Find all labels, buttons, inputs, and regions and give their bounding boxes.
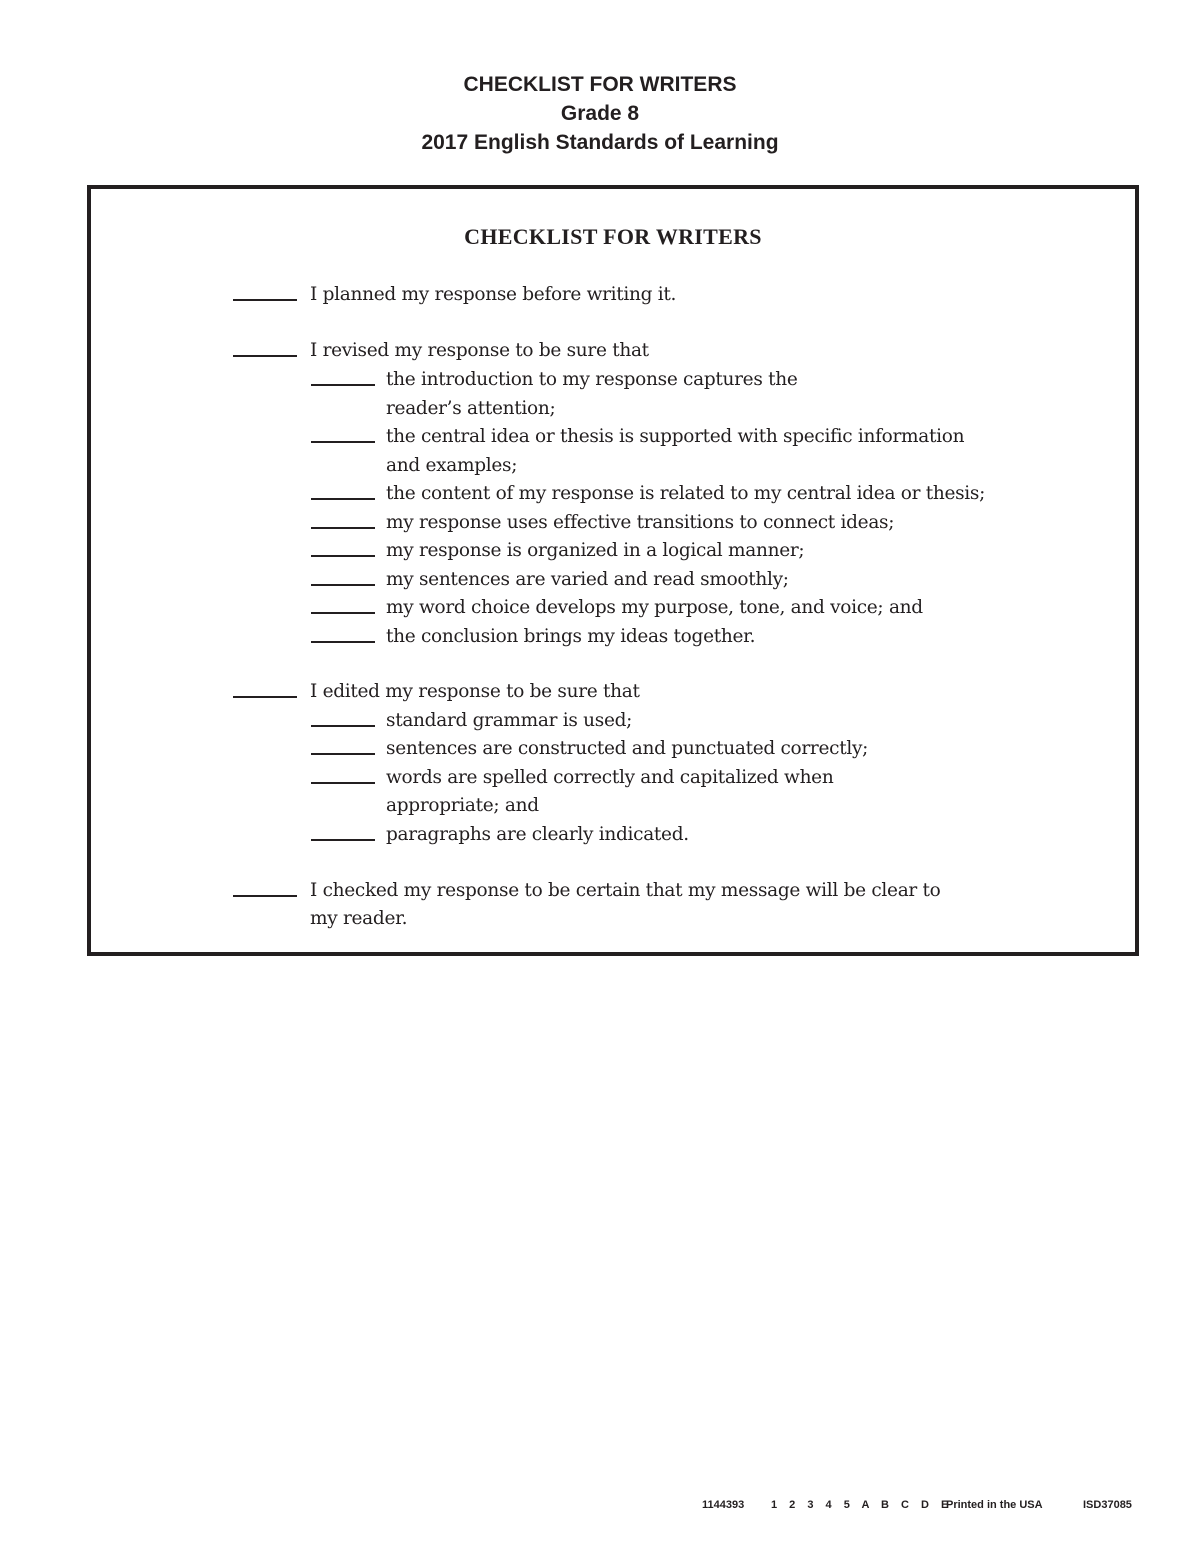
sub-item-text: paragraphs are clearly indicated. [386, 824, 689, 845]
page-subtitle: 2017 English Standards of Learning [421, 131, 779, 154]
check-blank[interactable] [311, 839, 375, 841]
check-blank[interactable] [233, 299, 297, 301]
sub-item-text: sentences are constructed and punctuated correctly; [386, 738, 869, 759]
page-title: CHECKLIST FOR WRITERS [463, 73, 737, 96]
check-blank[interactable] [233, 355, 297, 357]
checklist-title: CHECKLIST FOR WRITERS [464, 224, 762, 249]
check-blank[interactable] [311, 753, 375, 755]
sub-item-text-cont: and examples; [386, 455, 518, 476]
checklist-item-edited: I edited my response to be sure that [310, 681, 640, 702]
checklist [91, 189, 1135, 952]
check-blank[interactable] [311, 612, 375, 614]
sub-item-text: the central idea or thesis is supported with specific information [386, 426, 965, 447]
check-blank[interactable] [311, 555, 375, 557]
sub-item-text: my sentences are varied and read smoothly; [386, 569, 789, 590]
check-blank[interactable] [311, 584, 375, 586]
page-header [0, 70, 1200, 157]
check-blank[interactable] [233, 696, 297, 698]
checklist-item-checked-cont: my reader. [310, 908, 408, 929]
sub-item-text: the introduction to my response captures the [386, 369, 798, 390]
check-blank[interactable] [311, 441, 375, 443]
checklist-item-planned: I planned my response before writing it. [310, 284, 677, 305]
sub-item-text: words are spelled correctly and capitalized when [386, 767, 834, 788]
sub-item-text: the content of my response is related to my central idea or thesis; [386, 483, 986, 504]
check-blank[interactable] [233, 895, 297, 897]
footer-code: 1144393 [702, 1499, 745, 1511]
check-blank[interactable] [311, 782, 375, 784]
check-blank[interactable] [311, 527, 375, 529]
check-blank[interactable] [311, 384, 375, 386]
sub-item-text: my response uses effective transitions to connect ideas; [386, 512, 895, 533]
check-blank[interactable] [311, 498, 375, 500]
sub-item-text: the conclusion brings my ideas together. [386, 626, 756, 647]
grade-label: Grade 8 [560, 102, 640, 125]
check-blank[interactable] [311, 641, 375, 643]
sub-item-text-cont: appropriate; and [386, 795, 539, 816]
sub-item-text: standard grammar is used; [386, 710, 633, 731]
footer-isd: ISD37085 [1083, 1499, 1132, 1511]
sub-item-text: my word choice develops my purpose, tone, and voice; and [386, 597, 923, 618]
sub-item-text-cont: reader’s attention; [386, 398, 556, 419]
footer-sequence: 1 2 3 4 5 A B C D E [771, 1499, 953, 1511]
check-blank[interactable] [311, 725, 375, 727]
footer-printed: Printed in the USA [946, 1499, 1043, 1511]
sub-item-text: my response is organized in a logical manner; [386, 540, 805, 561]
checklist-box [87, 185, 1139, 956]
checklist-item-checked: I checked my response to be certain that my message will be clear to [310, 880, 941, 901]
checklist-item-revised: I revised my response to be sure that [310, 340, 649, 361]
